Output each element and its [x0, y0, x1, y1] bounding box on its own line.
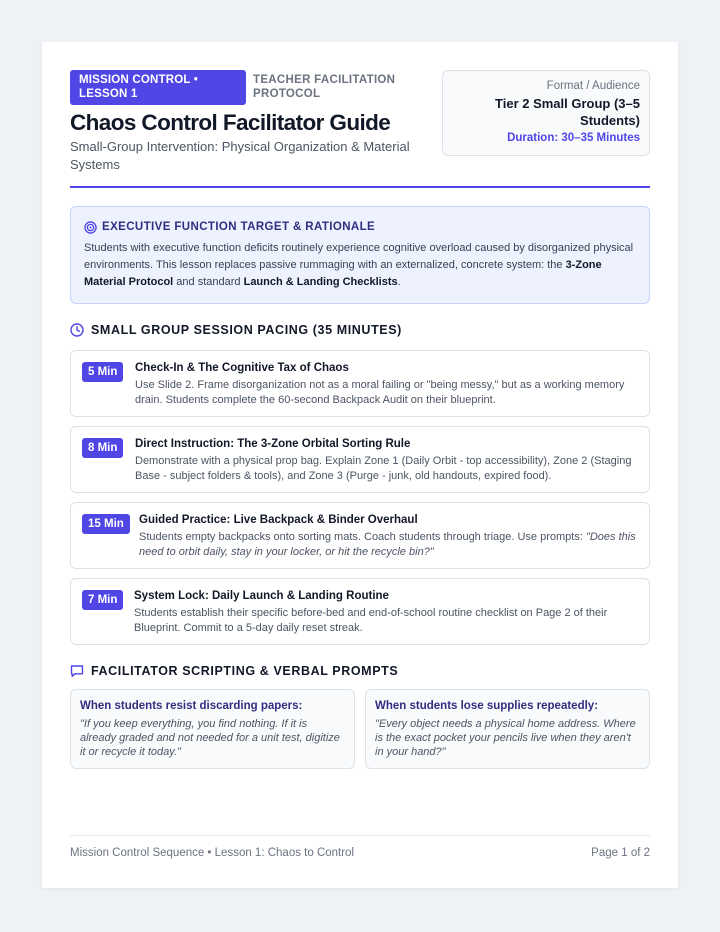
- lesson-pill: MISSION CONTROL • LESSON 1: [70, 70, 246, 105]
- duration-value: Duration: 30–35 Minutes: [507, 132, 640, 144]
- scripting-heading: [70, 662, 398, 680]
- rationale-panel: [70, 206, 650, 304]
- page-subtitle: Small-Group Intervention: Physical Organization & Material Systems: [70, 139, 410, 172]
- prompt-card: [365, 689, 650, 769]
- prompt-card: [70, 689, 355, 769]
- rationale-body: Students with executive function deficits routinely experience cognitive overload caused by disorganized physical environments. This lesson replaces passive rummaging with an externalized, concrete system: the 3-Zone Material Protocol and standard Launch & Landing Checklists.: [84, 242, 634, 288]
- prompt-quote: "Every object needs a physical home address. Where is the exact pocket your pencils live when they aren't in your hand?": [375, 718, 636, 758]
- step-time-badge: 8 Min: [82, 438, 123, 458]
- pacing-step: [70, 350, 650, 417]
- step-prompt-quote: "Does this need to orbit daily, stay in your locker, or hit the recycle bin?": [139, 531, 636, 558]
- rationale-bold-protocol: 3-Zone Material Protocol: [84, 259, 602, 288]
- step-title: Check-In & The Cognitive Tax of Chaos: [135, 362, 349, 374]
- prompt-title: When students lose supplies repeatedly:: [375, 700, 599, 712]
- rationale-bold-checklists: Launch & Landing Checklists: [243, 276, 398, 288]
- format-label: Format / Audience: [546, 80, 640, 92]
- format-audience-box: [442, 70, 650, 156]
- step-time-badge: 7 Min: [82, 590, 123, 610]
- step-description: Use Slide 2. Frame disorganization not as a moral failing or "being messy," but as a working memory drain. Students complete the 60-second Backpack Audit on their blueprint.: [135, 379, 625, 406]
- pacing-heading: [70, 321, 402, 339]
- clock-icon: [70, 323, 84, 337]
- target-icon: [84, 221, 97, 234]
- step-description: Demonstrate with a physical prop bag. Explain Zone 1 (Daily Orbit - top accessibility), Zone 2 (Staging Base - subject folders & tools), and Zone 3 (Purge - junk, old handouts, expired food).: [135, 455, 632, 482]
- rationale-title: EXECUTIVE FUNCTION TARGET & RATIONALE: [102, 221, 376, 233]
- chat-bubble-icon: [70, 664, 84, 678]
- step-description: Students empty backpacks onto sorting mats. Coach students through triage. Use prompts: "Does this need to orbit daily, stay in your locker, or hit the recycle bin?": [139, 531, 636, 558]
- pacing-step: [70, 502, 650, 569]
- pacing-title: SMALL GROUP SESSION PACING (35 MINUTES): [91, 323, 402, 337]
- footer-sequence: Mission Control Sequence • Lesson 1: Chaos to Control: [70, 847, 355, 859]
- format-value: Tier 2 Small Group (3–5 Students): [495, 96, 640, 128]
- step-description: Students establish their specific before-bed and end-of-school routine checklist on Page 2 of their Blueprint. Commit to a 5-day daily reset streak.: [134, 607, 608, 634]
- scripting-title: FACILITATOR SCRIPTING & VERBAL PROMPTS: [91, 664, 399, 678]
- pacing-step: [70, 578, 650, 645]
- page-number: Page 1 of 2: [591, 847, 650, 859]
- step-time-badge: 15 Min: [82, 514, 130, 534]
- step-title: Guided Practice: Live Backpack & Binder Overhaul: [139, 514, 418, 526]
- page-title: Chaos Control Facilitator Guide: [70, 110, 391, 135]
- prompt-title: When students resist discarding papers:: [80, 700, 303, 712]
- step-title: System Lock: Daily Launch & Landing Routine: [134, 590, 389, 602]
- guide-page: [42, 42, 678, 888]
- protocol-label: TEACHER FACILITATION PROTOCOL: [253, 74, 396, 100]
- prompt-quote: "If you keep everything, you find nothing. If it is already graded and not needed for a unit test, digitize it or recycle it today.": [80, 718, 340, 758]
- header-divider: [70, 186, 650, 188]
- step-time-badge: 5 Min: [82, 362, 123, 382]
- footer-divider: [70, 835, 650, 836]
- pacing-step: [70, 426, 650, 493]
- step-title: Direct Instruction: The 3-Zone Orbital Sorting Rule: [135, 438, 411, 450]
